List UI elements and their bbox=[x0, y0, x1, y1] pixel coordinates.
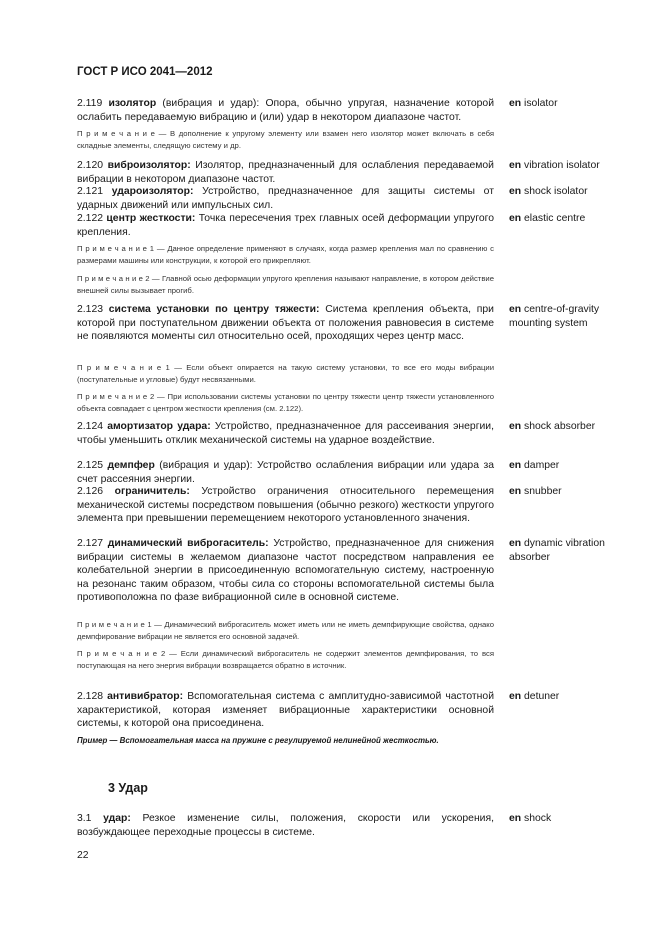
term-entry-2-120: 2.120 виброизолятор: Изолятор, предназначенный для ослабления передаваемой вибрации в некотором диапазоне частот. bbox=[77, 160, 494, 185]
term-entry-2-122: 2.122 центр жесткости: Точка пересечения трех главных осей деформации упругого крепления. bbox=[77, 213, 494, 238]
en-equivalent-2-119: en isolator bbox=[509, 98, 558, 109]
term-definition: (вибрация и удар): Опора, обычно упругая, назначение которой ослабить передаваемую вибрацию и (или) удар в некотором диапазоне частот. bbox=[77, 98, 494, 123]
term-entry-2-125: 2.125 демпфер (вибрация и удар): Устройство ослабления вибрации или удара за счет рассеяния энергии. bbox=[77, 460, 494, 485]
term-entry-2-127: 2.127 динамический виброгаситель: Устройство, предназначенное для снижения вибрации системы в желаемом диапазоне частот посредством направления ее колебательной энергии в присоединенную вспомогательную систему, настроенную на резонанс таким образом, чтобы сила со стороны вспомогательной системы была противоположна по фазе вибрационной силе в основной системе. bbox=[77, 538, 495, 604]
en-equivalent-2-125: en damper bbox=[509, 460, 560, 471]
note-2-127-2: П р и м е ч а н и е 2 — Если динамический виброгаситель не содержит элементов демпфирования, то вся поступающая на него энергия вибрации возвращается обратно в источник. bbox=[77, 649, 494, 670]
document-header: ГОСТ Р ИСО 2041—2012 bbox=[77, 66, 213, 78]
example-2-128: Пример — Вспомогательная масса на пружине с регулируемой нелинейной жесткостью. bbox=[77, 736, 439, 745]
note-2-122-2: П р и м е ч а н и е 2 — Главной осью деформации упругого крепления называют направление, в котором действие внешней силы вызывает прогиб. bbox=[77, 274, 494, 295]
en-equivalent-2-121: en shock isolator bbox=[509, 186, 588, 197]
en-equivalent-2-128: en detuner bbox=[509, 691, 560, 702]
term-entry-2-128: 2.128 антивибратор: Вспомогательная система с амплитудно-зависимой частотной характеристикой, которая изменяет вибрационные характеристики основной системы, к которой она присоединена. bbox=[77, 691, 494, 730]
page-number: 22 bbox=[77, 850, 89, 861]
term-name: изолятор bbox=[108, 98, 157, 109]
note-2-127-1: П р и м е ч а н и е 1 — Динамический виброгаситель может иметь или не иметь демпфирующие свойства, однако демпфирование вибрации не является его основной задачей. bbox=[77, 620, 494, 641]
en-equivalent-2-127: en dynamic vibration absorber bbox=[509, 538, 605, 563]
term-entry-2-121: 2.121 удароизолятор: Устройство, предназначенное для защиты системы от ударных движений или импульсных сил. bbox=[77, 186, 494, 211]
term-entry-2-124: 2.124 амортизатор удара: Устройство, предназначенное для рассеивания энергии, чтобы уменьшить отклик механической системы на ударное воздействие. bbox=[77, 421, 494, 446]
en-equivalent-2-122: en elastic centre bbox=[509, 213, 586, 224]
section-title: 3 Удар bbox=[108, 781, 148, 795]
term-number: 2.119 bbox=[77, 98, 103, 109]
note-2-119: П р и м е ч а н и е — В дополнение к упругому элементу или взамен него изолятор может включать в себя складные элементы, следящую систему и др. bbox=[77, 129, 494, 150]
en-equivalent-3-1: en shock bbox=[509, 813, 552, 824]
note-2-123-2: П р и м е ч а н и е 2 — При использовании системы установки по центру тяжести центр тяжести установленного объекта совпадает с центром жесткости крепления (см. 2.122). bbox=[77, 392, 494, 413]
term-entry-2-123: 2.123 система установки по центру тяжести: Система крепления объекта, при которой при поступательном движении объекта от положения равновесия в системе не появляются моменты сил относительно осей, проходящих через центр масс. bbox=[77, 304, 494, 343]
term-entry-3-1: 3.1 удар: Резкое изменение силы, положения, скорости или ускорения, возбуждающее переходные процессы в системе. bbox=[77, 813, 495, 838]
en-equivalent-2-123: en centre-of-gravity mounting system bbox=[509, 304, 600, 329]
note-2-122-1: П р и м е ч а н и е 1 — Данное определение применяют в случаях, когда размер крепления мал по сравнению с размерами машины или конструкции, к которой его прикрепляют. bbox=[77, 244, 494, 265]
term-entry-2-119 bbox=[77, 97, 494, 124]
en-equivalent-2-120: en vibration isolator bbox=[509, 160, 600, 171]
en-equivalent-2-126: en snubber bbox=[509, 486, 562, 497]
note-2-123-1: П р и м е ч а н и е 1 — Если объект опирается на такую систему установки, то все его моды вибрации (поступательные и угловые) будут несвязанными. bbox=[77, 363, 494, 384]
term-entry-2-126: 2.126 ограничитель: Устройство ограничения относительного перемещения механической системы посредством повышения (обычно резкого) жесткости упругого элемента при превышении перемещением некоторого установленного значения. bbox=[77, 486, 494, 525]
en-equivalent-2-124: en shock absorber bbox=[509, 421, 596, 432]
